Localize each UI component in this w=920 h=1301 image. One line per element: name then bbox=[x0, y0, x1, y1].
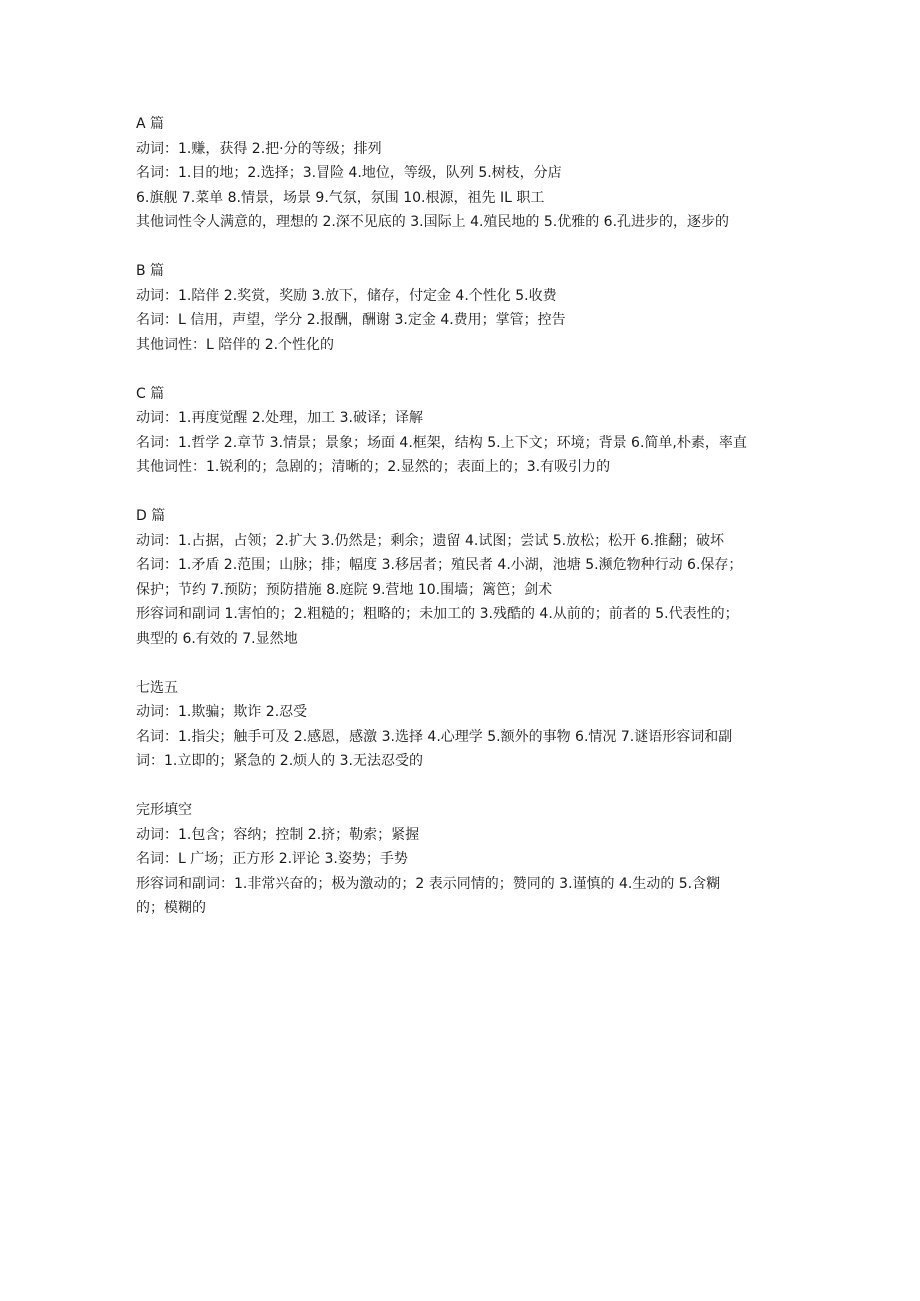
section-a-nouns: 名词：1.目的地；2.选择；3.冒险 4.地位，等级，队列 5.树枝，分店 bbox=[136, 165, 562, 181]
vocabulary-document bbox=[136, 112, 786, 945]
section-cloze-adjectives-continued: 的；模糊的 bbox=[136, 900, 206, 916]
section-b-other: 其他词性：L 陪伴的 2.个性化的 bbox=[136, 336, 335, 353]
section-c-other: 其他词性：1.锐利的；急剧的；清晰的；2.显然的；表面上的；3.有吸引力的 bbox=[136, 459, 611, 475]
section-c-heading: C 篇 bbox=[136, 385, 165, 402]
section-cloze-verbs: 动词：1.包含；容纳；控制 2.挤；勒索；紧握 bbox=[136, 826, 420, 843]
section-d bbox=[136, 504, 786, 651]
section-cloze-heading: 完形填空 bbox=[136, 802, 192, 818]
section-a bbox=[136, 112, 786, 235]
section-seven-choose-five-heading: 七选五 bbox=[136, 679, 178, 696]
section-d-adjectives: 形容词和副词 1.害怕的；2.粗糙的；粗略的；未加工的 3.残酷的 4.从前的；前者的 5.代表性的； bbox=[136, 606, 739, 622]
section-c-nouns: 名词：1.哲学 2.章节 3.情景；景象；场面 4.框架，结构 5.上下文；环境；背景 6.简单,朴素，率直 bbox=[136, 434, 747, 451]
section-seven-choose-five-verbs: 动词：1.欺骗；欺诈 2.忍受 bbox=[136, 704, 308, 720]
section-a-heading: A 篇 bbox=[136, 116, 165, 132]
section-a-other: 其他词性令人满意的，理想的 2.深不见底的 3.国际上 4.殖民地的 5.优雅的 6.孔进步的，逐步的 bbox=[136, 214, 730, 230]
section-b-nouns: 名词：L 信用，声望，学分 2.报酬，酬谢 3.定金 4.费用；掌管；控告 bbox=[136, 312, 566, 328]
section-c bbox=[136, 382, 786, 480]
section-d-verbs: 动词：1.占据，占领；2.扩大 3.仍然是；剩余；遗留 4.试图；尝试 5.放松；松开 6.推翻；破坏 bbox=[136, 532, 724, 549]
section-a-nouns-continued: 6.旗舰 7.菜单 8.情景，场景 9.气氛，氛围 10.根源，祖先 IL 职工 bbox=[136, 189, 545, 206]
section-cloze-adjectives: 形容词和副词：1.非常兴奋的；极为激动的；2 表示同情的；赞同的 3.谨慎的 4.生动的 5.含糊 bbox=[136, 875, 721, 892]
section-seven-choose-five-nouns: 名词：1.指尖；触手可及 2.感恩，感激 3.选择 4.心理学 5.额外的事物 6.情况 7.谜语形容词和副 bbox=[136, 728, 733, 745]
section-b bbox=[136, 259, 786, 357]
section-d-heading: D 篇 bbox=[136, 508, 166, 524]
section-b-verbs: 动词：1.陪伴 2.奖赏，奖励 3.放下，储存，付定金 4.个性化 5.收费 bbox=[136, 287, 557, 304]
section-d-nouns: 名词：1.矛盾 2.范围；山脉；排；幅度 3.移居者；殖民者 4.小湖，池塘 5.濒危物种行动 6.保存； bbox=[136, 557, 743, 573]
section-cloze-nouns: 名词：L 广场；正方形 2.评论 3.姿势；手势 bbox=[136, 851, 408, 867]
section-b-heading: B 篇 bbox=[136, 263, 165, 279]
section-cloze bbox=[136, 798, 786, 921]
section-a-verbs: 动词：1.赚，获得 2.把·分的等级；排列 bbox=[136, 140, 382, 157]
section-d-nouns-continued: 保护；节约 7.预防；预防措施 8.庭院 9.营地 10.围墙；篱笆；剑术 bbox=[136, 581, 553, 598]
section-seven-choose-five-adjectives: 词：1.立即的；紧急的 2.烦人的 3.无法忍受的 bbox=[136, 753, 423, 769]
section-seven-choose-five bbox=[136, 676, 786, 774]
section-c-verbs: 动词：1.再度觉醒 2.处理，加工 3.破译；译解 bbox=[136, 410, 423, 426]
section-d-adjectives-continued: 典型的 6.有效的 7.显然地 bbox=[136, 630, 298, 647]
